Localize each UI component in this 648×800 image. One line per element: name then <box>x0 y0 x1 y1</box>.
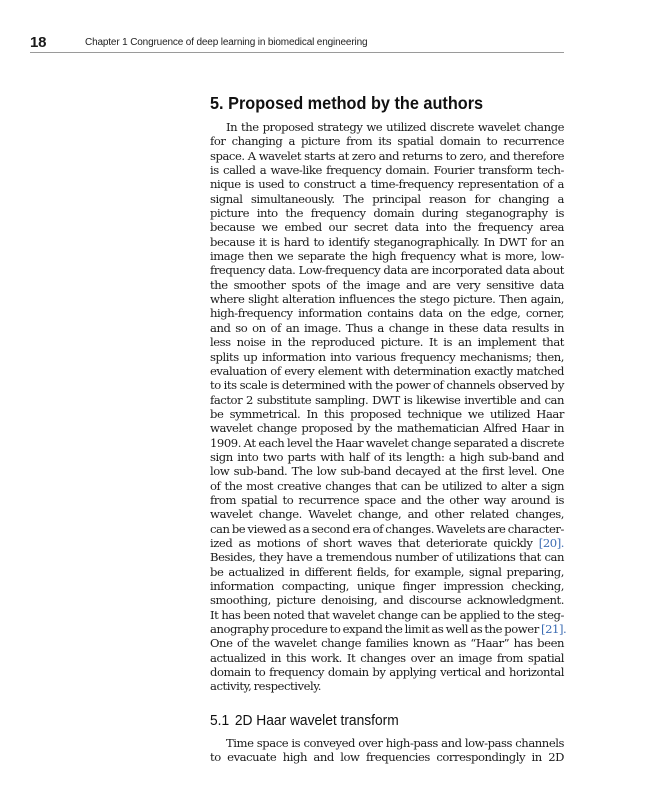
line-text: where slight alteration influences the stego picture. Then again, <box>210 292 564 307</box>
citation-link[interactable]: [21]. <box>541 622 567 637</box>
text-line <box>210 493 564 507</box>
line-text: because it is hard to identify steganographically. In DWT for an <box>210 234 564 249</box>
text-line <box>210 665 564 679</box>
line-text: signal simultaneously. The principal reason for changing a <box>210 191 564 206</box>
page-number: 18 <box>30 34 47 51</box>
line-text: is called a wave-like frequency domain. Fourier transform tech- <box>210 163 564 178</box>
running-header <box>30 34 564 53</box>
text-line <box>210 192 564 206</box>
text-line <box>210 536 564 550</box>
line-text: and so on of an image. Thus a change in these data results in <box>210 320 564 335</box>
line-text: from spatial to recurrence space and the other way around is <box>210 492 564 507</box>
subsection-body <box>210 736 564 765</box>
text-line <box>210 522 564 536</box>
line-text: In the proposed strategy we utilized discrete wavelet change <box>226 120 564 134</box>
text-line <box>210 306 564 320</box>
text-line <box>210 622 567 637</box>
line-text: It has been noted that wavelet change can be applied to the steg- <box>210 607 564 622</box>
text-line <box>210 479 564 493</box>
text-line <box>210 134 564 148</box>
text-line <box>210 407 564 421</box>
text-line <box>210 450 564 464</box>
line-text: high-frequency information contains data on the edge, corner, <box>210 306 564 321</box>
text-line <box>210 750 564 764</box>
line-text: information compacting, unique finger impression checking, <box>210 579 564 593</box>
text-line <box>210 608 564 622</box>
line-text: to its scale is determined with the power of channels observed by <box>210 378 564 393</box>
text-line <box>210 436 564 450</box>
text-line <box>210 249 564 263</box>
text-line <box>210 393 564 407</box>
line-text: 1909. At each level the Haar wavelet change separated a discrete <box>210 435 564 450</box>
line-text: Besides, they have a tremendous number of utilizations that can <box>210 550 564 565</box>
line-text: can be viewed as a second era of changes. Wavelets are character- <box>210 521 564 536</box>
text-line <box>210 593 564 607</box>
text-line <box>210 321 564 335</box>
line-text: ized as motions of short waves that deteriorate quickly <box>210 535 533 550</box>
line-text: be symmetrical. In this proposed technique we utilized Haar <box>210 406 564 421</box>
line-text: wavelet change proposed by the mathematician Alfred Haar in <box>210 421 564 436</box>
line-text: space. A wavelet starts at zero and returns to zero, and therefore <box>210 148 564 163</box>
subsection-title: 2D Haar wavelet transform <box>234 713 399 729</box>
line-text: for changing a picture from its spatial domain to recurrence <box>210 134 564 149</box>
line-text: domain to frequency domain by applying vertical and horizontal <box>210 665 564 680</box>
text-line <box>210 206 564 220</box>
line-text: wavelet change. Wavelet change, and other related changes, <box>210 507 564 522</box>
line-text: nique is used to construct a time-frequency representation of a <box>210 177 564 192</box>
line-text: sign into two parts with half of its length: a high sub-band and <box>210 449 564 464</box>
text-line <box>210 177 564 191</box>
text-line <box>210 565 564 579</box>
text-line <box>210 149 564 163</box>
text-line <box>210 335 564 349</box>
line-text: evaluation of every element with determination exactly matched <box>210 363 564 378</box>
line-text: of the most creative changes that can be utilized to alter a sign <box>210 478 564 493</box>
text-line <box>210 679 564 693</box>
chapter-title: Chapter 1 Congruence of deep learning in biomedical engineering <box>85 37 368 48</box>
text-line <box>210 651 564 665</box>
line-text: Time space is conveyed over high-pass and low-pass channels <box>226 736 564 750</box>
text-line <box>210 579 564 593</box>
line-text: factor 2 substitute sampling. DWT is likewise invertible and can <box>210 392 564 407</box>
text-line <box>210 550 564 564</box>
line-text: frequency data. Low-frequency data are incorporated data about <box>210 263 564 278</box>
section-body <box>210 120 567 694</box>
line-text: be actualized in different fields, for example, signal preparing, <box>210 564 564 579</box>
line-text: to evacuate high and low frequencies correspondingly in 2D <box>210 750 564 765</box>
line-text: smoothing, picture denoising, and discourse acknowledgment. <box>210 593 564 608</box>
line-text: less noise in the reproduced picture. It is an implement that <box>210 335 564 350</box>
text-line <box>210 278 564 292</box>
line-text: low sub-band. The low sub-band decayed at the first level. One <box>210 464 564 479</box>
text-line <box>210 120 564 134</box>
text-line <box>210 378 564 392</box>
line-text: because we embed our secret data into the frequency area <box>210 220 564 235</box>
line-text: splits up information into various frequency mechanisms; then, <box>210 349 564 364</box>
section-heading: 5. Proposed method by the authors <box>210 93 484 113</box>
text-line <box>210 364 564 378</box>
line-text: actualized in this work. It changes over an image from spatial <box>210 650 564 665</box>
subsection-number: 5.1 <box>210 713 230 729</box>
line-text: anography procedure to expand the limit as well as the power <box>210 622 539 637</box>
line-text: picture into the frequency domain during steganography is <box>210 206 564 221</box>
line-text: the smoother spots of the image and are very sensitive data <box>210 277 564 292</box>
citation-link[interactable]: [20]. <box>538 535 564 550</box>
line-text: One of the wavelet change families known as “Haar” has been <box>210 636 564 651</box>
text-line <box>210 421 564 435</box>
text-line <box>210 736 564 750</box>
text-line <box>210 292 564 306</box>
text-line <box>210 507 564 521</box>
text-line <box>210 263 564 277</box>
text-line <box>210 636 564 650</box>
subsection-heading <box>210 713 399 729</box>
text-line <box>210 464 564 478</box>
text-line <box>210 163 564 177</box>
text-line <box>210 220 564 234</box>
text-line <box>210 235 564 249</box>
text-line <box>210 350 564 364</box>
line-text: image then we separate the high frequency what is more, low- <box>210 249 564 264</box>
line-text: activity, respectively. <box>210 679 322 694</box>
